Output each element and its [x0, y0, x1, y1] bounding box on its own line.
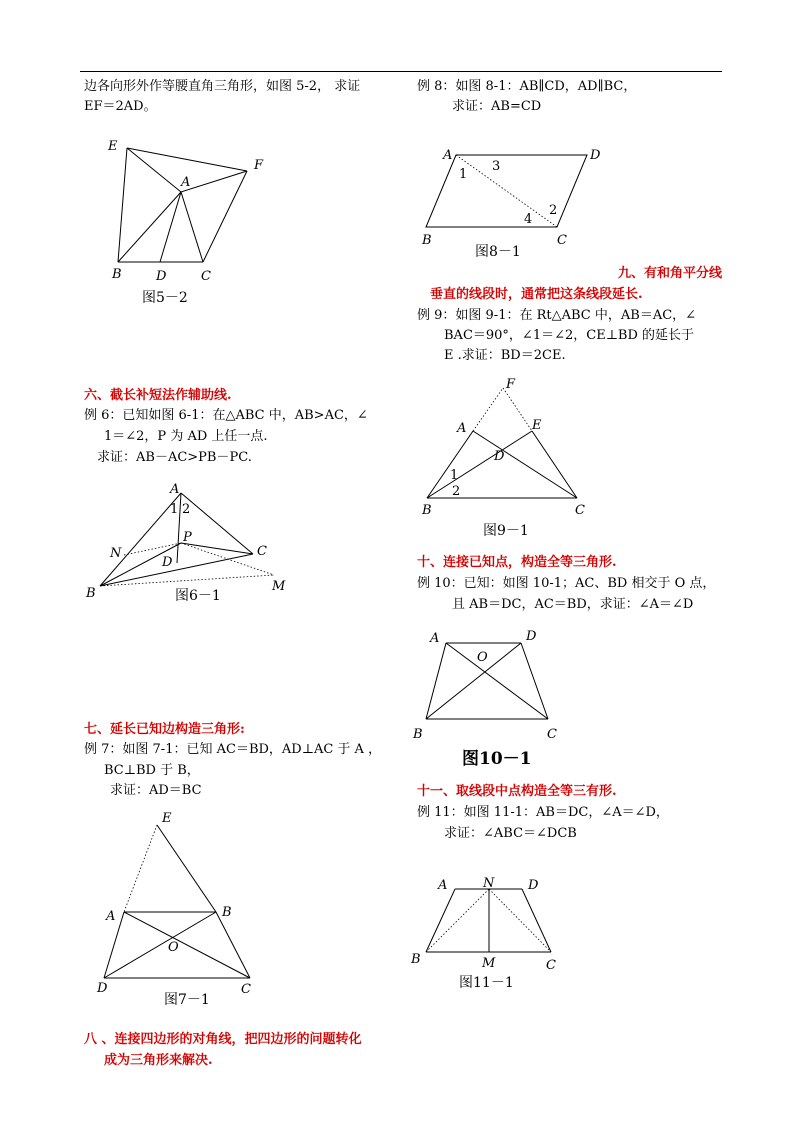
figure-6-1 [85, 482, 286, 604]
fig10-label-C: C [547, 727, 557, 742]
fig7-label-D: D [97, 981, 108, 996]
fig8-label-4: 4 [524, 212, 533, 227]
fig8-caption: 图8－1 [475, 244, 521, 260]
section-10-title: 十、连接已知点，构造全等三角形. [417, 555, 617, 570]
fig6-label-N: N [110, 546, 122, 561]
example-10-line-1: 例 10：已知：如图 10-1；AC、BD 相交于 O 点， [417, 576, 716, 591]
fig6-label-1: 1 [170, 502, 179, 517]
fig5-label-D: D [156, 269, 167, 284]
example-8-line-2: 求证：AB=CD [452, 99, 542, 114]
fig9-label-F: F [506, 377, 516, 392]
example-6-line-2: 1＝∠2，P 为 AD 上任一点. [104, 429, 268, 444]
example-11-line-2: 求证：∠ABC＝∠DCB [444, 826, 577, 841]
figure-7-1 [96, 811, 251, 1008]
fig11-label-M: M [482, 956, 496, 971]
fig5-label-E: E [108, 139, 118, 154]
fig11-label-D: D [528, 878, 539, 893]
section-8-title-line-1: 八 、连接四边形的对角线，把四边形的问题转化 [84, 1032, 362, 1047]
fig11-label-B: B [411, 952, 421, 967]
figure-11-1 [410, 876, 556, 991]
fig5-label-A: A [181, 175, 191, 190]
fig7-label-B: B [222, 905, 232, 920]
figure-5-2 [107, 139, 264, 306]
fig10-label-B: B [413, 727, 423, 742]
fig7-label-C: C [241, 982, 251, 997]
fig5-label-C: C [201, 269, 211, 284]
fig8-label-C: C [557, 233, 567, 248]
fig6-label-C: C [257, 544, 267, 559]
fig9-label-D: D [494, 449, 505, 464]
intro-line-1: 边各向形外作等腰直角三角形，如图 5-2， 求证 [84, 79, 361, 94]
fig9-label-2: 2 [452, 484, 461, 499]
fig6-label-D: D [162, 555, 173, 570]
section-9-title-line-2: 垂直的线段时，通常把这条线段延长. [430, 287, 643, 302]
fig10-label-A: A [430, 631, 440, 646]
section-7-title: 七、延长已知边构造三角形: [84, 722, 245, 737]
fig10-caption: 图10－1 [462, 749, 532, 769]
example-8-line-1: 例 8：如图 8-1：AB∥CD，AD∥BC， [417, 79, 637, 94]
fig7-label-A: A [106, 909, 116, 924]
example-9-line-2: BAC＝90°，∠1＝∠2，CE⊥BD 的延长于 [444, 328, 695, 343]
fig8-label-2: 2 [549, 203, 558, 218]
fig10-label-O: O [477, 650, 488, 665]
fig7-label-O: O [168, 940, 179, 955]
fig8-label-3: 3 [492, 159, 501, 174]
figure-9-1 [421, 377, 585, 539]
fig6-label-P: P [183, 530, 192, 545]
fig9-caption: 图9－1 [483, 523, 529, 539]
intro-line-2: EF＝2AD。 [84, 99, 157, 114]
example-10-line-2: 且 AB＝DC，AC＝BD，求证：∠A＝∠D [452, 597, 694, 612]
fig9-label-B: B [422, 503, 432, 518]
fig9-label-1: 1 [450, 468, 459, 483]
fig7-caption: 图7－1 [164, 992, 210, 1008]
example-7-line-2: BC⊥BD 于 B， [104, 763, 200, 778]
fig11-label-A: A [438, 878, 448, 893]
fig9-label-A: A [457, 421, 467, 436]
fig6-label-M: M [272, 579, 286, 594]
fig6-label-A: A [170, 482, 180, 497]
example-7-line-1: 例 7：如图 7-1：已知 AC＝BD，AD⊥AC 于 A ， [84, 742, 382, 757]
fig6-label-B: B [86, 586, 96, 601]
fig8-label-A: A [443, 148, 453, 163]
section-8-title-line-2: 成为三角形来解决. [104, 1053, 213, 1068]
fig7-label-E: E [162, 811, 172, 826]
section-9-title-line-1: 九、有和角平分线 [618, 266, 723, 281]
example-6-line-1: 例 6：已知如图 6-1：在△ABC 中，AB>AC，∠ [84, 408, 368, 423]
fig5-caption: 图5－2 [142, 290, 188, 306]
fig11-caption: 图11－1 [459, 975, 514, 991]
fig11-label-C: C [546, 958, 556, 973]
fig9-label-E: E [532, 418, 542, 433]
example-11-line-1: 例 11：如图 11-1：AB＝DC，∠A＝∠D， [417, 805, 669, 820]
section-6-title: 六、截长补短法作辅助线. [84, 388, 232, 403]
fig5-label-B: B [112, 267, 122, 282]
example-7-line-3: 求证：AD＝BC [110, 783, 202, 798]
fig8-label-D: D [590, 148, 601, 163]
figure-8-1 [421, 148, 601, 260]
fig6-caption: 图6－1 [175, 588, 221, 604]
example-6-line-3: 求证：AB－AC>PB－PC. [97, 450, 252, 465]
fig10-label-D: D [526, 629, 537, 644]
example-9-line-1: 例 9：如图 9-1：在 Rt△ABC 中，AB＝AC，∠ [417, 308, 697, 323]
fig11-label-N: N [483, 876, 495, 891]
fig8-label-B: B [422, 233, 432, 248]
section-11-title: 十一、取线段中点构造全等三有形. [417, 784, 617, 799]
fig9-label-C: C [575, 503, 585, 518]
fig6-label-2: 2 [182, 502, 191, 517]
fig8-label-1: 1 [459, 167, 468, 182]
example-9-line-3: E .求证：BD＝2CE. [444, 348, 566, 363]
fig5-label-F: F [254, 158, 264, 173]
figure-10-1 [412, 629, 557, 769]
